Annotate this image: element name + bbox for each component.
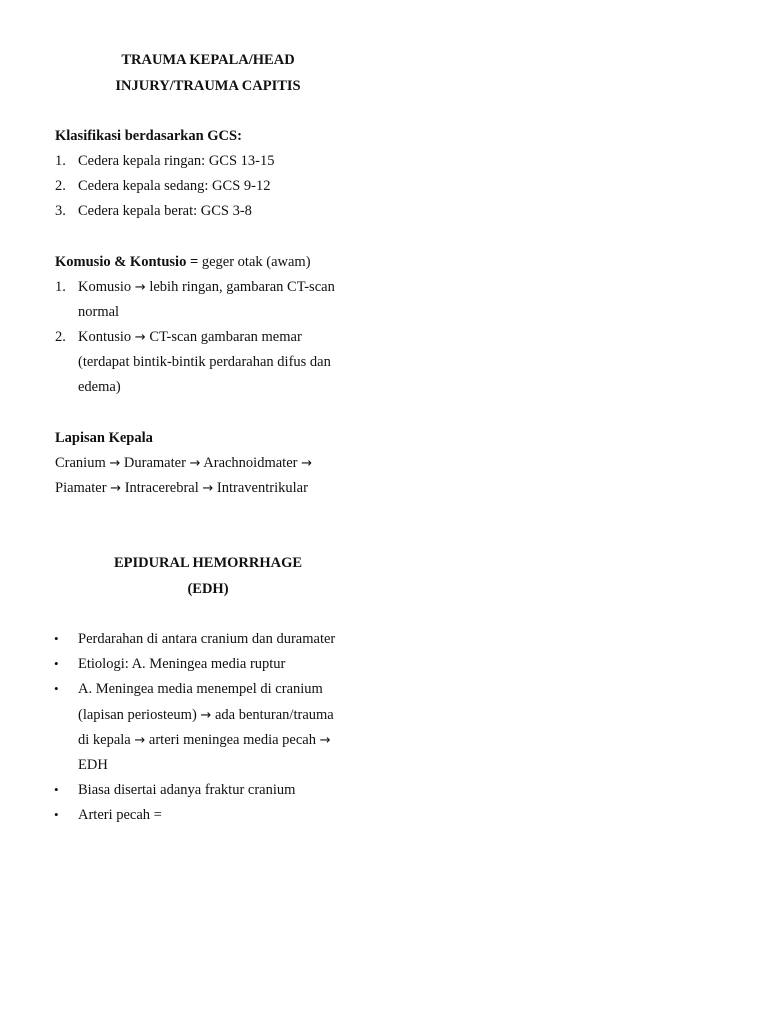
layer-label: Intracerebral — [124, 480, 199, 496]
layer-label: Piamater — [55, 480, 107, 496]
kontusio-desc-cont2: edema) — [78, 379, 121, 395]
arrow-right-icon: → — [134, 733, 146, 748]
arrow-right-icon: → — [319, 733, 331, 748]
arrow-right-icon: → — [200, 708, 212, 723]
kontusio-desc-cont: (terdapat bintik-bintik perdarahan difus dan — [78, 354, 331, 370]
edh-bullet-text: EDH — [78, 757, 108, 773]
kontusio-term: Kontusio — [78, 329, 132, 345]
bullet-icon: • — [54, 807, 59, 822]
arrow-right-icon: → — [134, 280, 146, 295]
arrow-right-icon: → — [109, 456, 121, 471]
layer-label: Duramater — [123, 455, 186, 471]
arrow-right-icon: → — [202, 481, 214, 496]
page-title-line1: TRAUMA KEPALA/HEAD — [121, 52, 295, 68]
edh-bullet-text: ada benturan/trauma — [214, 707, 334, 723]
list-number: 1. — [55, 153, 66, 169]
layer-label: Intraventrikular — [216, 480, 308, 496]
komusio-desc: lebih ringan, gambaran CT-scan — [149, 279, 335, 295]
komusio-term: Komusio — [78, 279, 132, 295]
arrow-right-icon: → — [110, 481, 122, 496]
arrow-right-icon: → — [301, 456, 313, 471]
layer-label: Arachnoidmater — [203, 455, 298, 471]
bullet-icon: • — [54, 656, 59, 671]
arrow-right-icon: → — [134, 330, 146, 345]
komusio-desc-cont: normal — [78, 304, 120, 320]
bullet-icon: • — [54, 782, 59, 797]
edh-bullet-text: Biasa disertai adanya fraktur cranium — [78, 782, 296, 798]
list-number: 1. — [55, 279, 66, 295]
edh-title-line2: (EDH) — [187, 581, 229, 597]
komusio-heading-bold: Komusio & Kontusio = — [55, 254, 199, 270]
kontusio-desc: CT-scan gambaran memar — [149, 329, 302, 345]
gcs-heading: Klasifikasi berdasarkan GCS: — [55, 128, 242, 144]
edh-bullet-text: (lapisan periosteum) — [78, 707, 197, 723]
edh-bullet-text: Perdarahan di antara cranium dan duramater — [78, 631, 336, 647]
edh-bullet-text: Etiologi: A. Meningea media ruptur — [78, 656, 286, 672]
edh-bullet-text: arteri meningea media pecah — [148, 732, 316, 748]
page-title-line2: INJURY/TRAUMA CAPITIS — [115, 78, 301, 94]
list-number: 3. — [55, 203, 66, 219]
edh-bullet-text: di kepala — [78, 732, 131, 748]
arrow-right-icon: → — [189, 456, 201, 471]
list-number: 2. — [55, 329, 66, 345]
list-text: Cedera kepala ringan: GCS 13-15 — [78, 153, 275, 169]
edh-bullet-text: A. Meningea media menempel di cranium — [78, 681, 323, 697]
list-number: 2. — [55, 178, 66, 194]
bullet-icon: • — [54, 681, 59, 696]
layer-label: Cranium — [55, 455, 106, 471]
komusio-heading-rest: geger otak (awam) — [198, 254, 311, 270]
list-text: Cedera kepala berat: GCS 3-8 — [78, 203, 252, 219]
edh-bullet-text: Arteri pecah = — [78, 807, 162, 823]
edh-title-line1: EPIDURAL HEMORRHAGE — [113, 555, 303, 571]
list-text: Cedera kepala sedang: GCS 9-12 — [78, 178, 271, 194]
bullet-icon: • — [54, 631, 59, 646]
lapisan-heading: Lapisan Kepala — [55, 430, 153, 446]
